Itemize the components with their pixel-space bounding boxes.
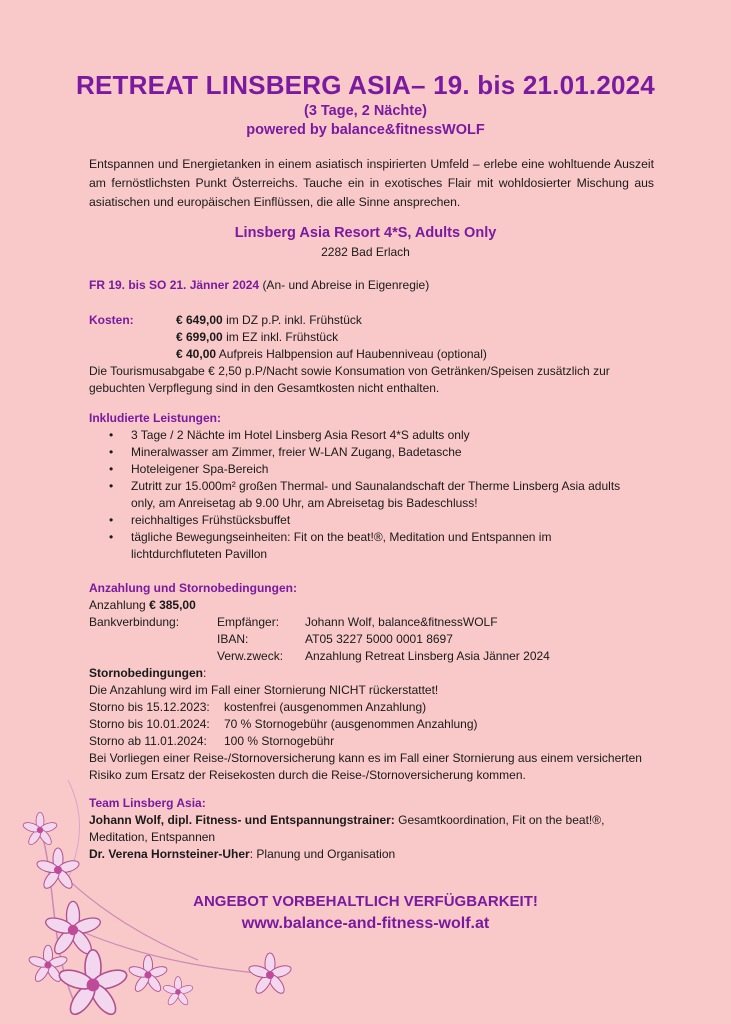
payment-section <box>89 580 649 784</box>
bank-label: Bankverbindung: <box>89 615 180 629</box>
cost-text: im DZ p.P. inkl. Frühstück <box>226 313 362 327</box>
deposit-line <box>89 597 649 614</box>
cancellation-label: Stornobedingungen <box>89 666 203 680</box>
team-member-name: Dr. Verena Hornsteiner-Uher <box>89 847 250 861</box>
bank-row <box>89 614 649 631</box>
cancellation-heading: Stornobedingungen: <box>89 666 207 680</box>
cost-price: € 40,00 <box>176 347 217 361</box>
cancel-what: kostenfrei (ausgenommen Anzahlung) <box>224 700 427 714</box>
cancellation-intro: Die Anzahlung wird im Fall einer Stornierung NICHT rückerstattet! <box>89 683 439 697</box>
team-member-role: : Planung und Organisation <box>249 847 396 861</box>
list-item: • reichhaltiges Frühstücksbuffet <box>89 512 629 529</box>
bank-value: AT05 3227 5000 0001 8697 <box>305 632 453 646</box>
list-item: • 3 Tage / 2 Nächte im Hotel Linsberg Asia Resort 4*S adults only <box>89 427 629 444</box>
team-member-role: Gesamtkoordination, Fit on the beat!®, Meditation, Entspannen <box>89 813 605 844</box>
cancel-row <box>89 733 649 750</box>
bank-row <box>89 631 649 648</box>
cost-row <box>89 346 649 363</box>
intro-paragraph: Entspannen und Energietanken in einem asiatisch inspirierten Umfeld – erlebe eine wohltuende Auszeit am fernöstlichsten Punkt Österreichs. Tauche ein in exotisches Flair mit wohldosierter Mischung aus asiatischen und europäischen Einflüssen, die alle Sinne ansprechen. <box>89 157 654 209</box>
services-label: Inkludierte Leistungen: <box>89 411 222 425</box>
cancel-when: Storno bis 15.12.2023: <box>89 700 210 714</box>
bank-key: Empfänger: <box>217 615 280 629</box>
deposit-value: € 385,00 <box>149 598 196 612</box>
bank-value: Anzahlung Retreat Linsberg Asia Jänner 2024 <box>305 649 550 663</box>
duration-subtitle: (3 Tage, 2 Nächte) <box>303 103 428 119</box>
dates-note: (An- und Abreise in Eigenregie) <box>262 278 430 292</box>
costs-label: Kosten: <box>89 313 134 327</box>
bank-row <box>89 648 649 665</box>
cancel-when: Storno ab 11.01.2024: <box>89 734 207 748</box>
deposit-label: Anzahlung <box>89 598 146 612</box>
cost-row <box>89 329 649 346</box>
bank-key: Verw.zweck: <box>217 649 284 663</box>
cancel-what: 70 % Stornogebühr (ausgenommen Anzahlung) <box>224 717 478 731</box>
flower-icon <box>18 760 318 1024</box>
cancel-row <box>89 716 649 733</box>
costs-note: Die Tourismusabgabe € 2,50 p.P/Nacht sowie Konsumation von Getränken/Speisen zusätzlich zur gebuchten Verpflegung sind in den Gesamtkosten nicht enthalten. <box>89 364 610 395</box>
services-section <box>89 410 629 563</box>
services-list <box>89 427 629 563</box>
cost-row <box>89 312 649 329</box>
costs-section <box>89 312 649 397</box>
dates-label: FR 19. bis SO 21. Jänner 2024 <box>89 278 260 292</box>
team-label: Team Linsberg Asia: <box>89 796 206 810</box>
cost-text: Aufpreis Halbpension auf Haubenniveau (optional) <box>218 347 487 361</box>
page-title: RETREAT LINSBERG ASIA– 19. bis 21.01.2024 <box>76 70 655 100</box>
availability-notice: ANGEBOT VORBEHALTLICH VERFÜGBARKEIT! <box>193 893 538 910</box>
bank-key: IBAN: <box>217 632 249 646</box>
bank-value: Johann Wolf, balance&fitnessWOLF <box>305 615 498 629</box>
list-item: • Zutritt zur 15.000m² großen Thermal- und Saunalandschaft der Therme Linsberg Asia adults only, am Anreisetag ab 9.00 Uhr, am Abreisetag bis Badeschluss! <box>89 478 629 512</box>
list-item: • Mineralwasser am Zimmer, freier W-LAN Zugang, Badetasche <box>89 444 629 461</box>
venue-city: 2282 Bad Erlach <box>321 245 410 259</box>
cancel-what: 100 % Stornogebühr <box>224 734 335 748</box>
cost-text: im EZ inkl. Frühstück <box>226 330 339 344</box>
list-item: • tägliche Bewegungseinheiten: Fit on the beat!®, Meditation und Entspannen im lichtdurchfluteten Pavillon <box>89 529 629 563</box>
website-link[interactable]: www.balance-and-fitness-wolf.at <box>241 915 490 932</box>
dates-line <box>89 277 429 294</box>
cancel-row <box>89 699 649 716</box>
cancel-when: Storno bis 10.01.2024: <box>89 717 210 731</box>
cost-price: € 649,00 <box>176 313 223 327</box>
list-item: • Hoteleigener Spa-Bereich <box>89 461 629 478</box>
team-member-name: Johann Wolf, dipl. Fitness- und Entspannungstrainer: <box>89 813 395 827</box>
cost-price: € 699,00 <box>176 330 223 344</box>
powered-by-subtitle: powered by balance&fitnessWOLF <box>246 122 485 138</box>
payment-label: Anzahlung und Stornobedingungen: <box>89 581 297 595</box>
venue-name: Linsberg Asia Resort 4*S, Adults Only <box>234 225 497 241</box>
cancellation-note: Bei Vorliegen einer Reise-/Stornoversicherung kann es im Fall einer Stornierung aus einem versicherten Risiko zum Ersatz der Reisekosten durch die Reise-/Stornoversicherung kommen. <box>89 751 642 782</box>
